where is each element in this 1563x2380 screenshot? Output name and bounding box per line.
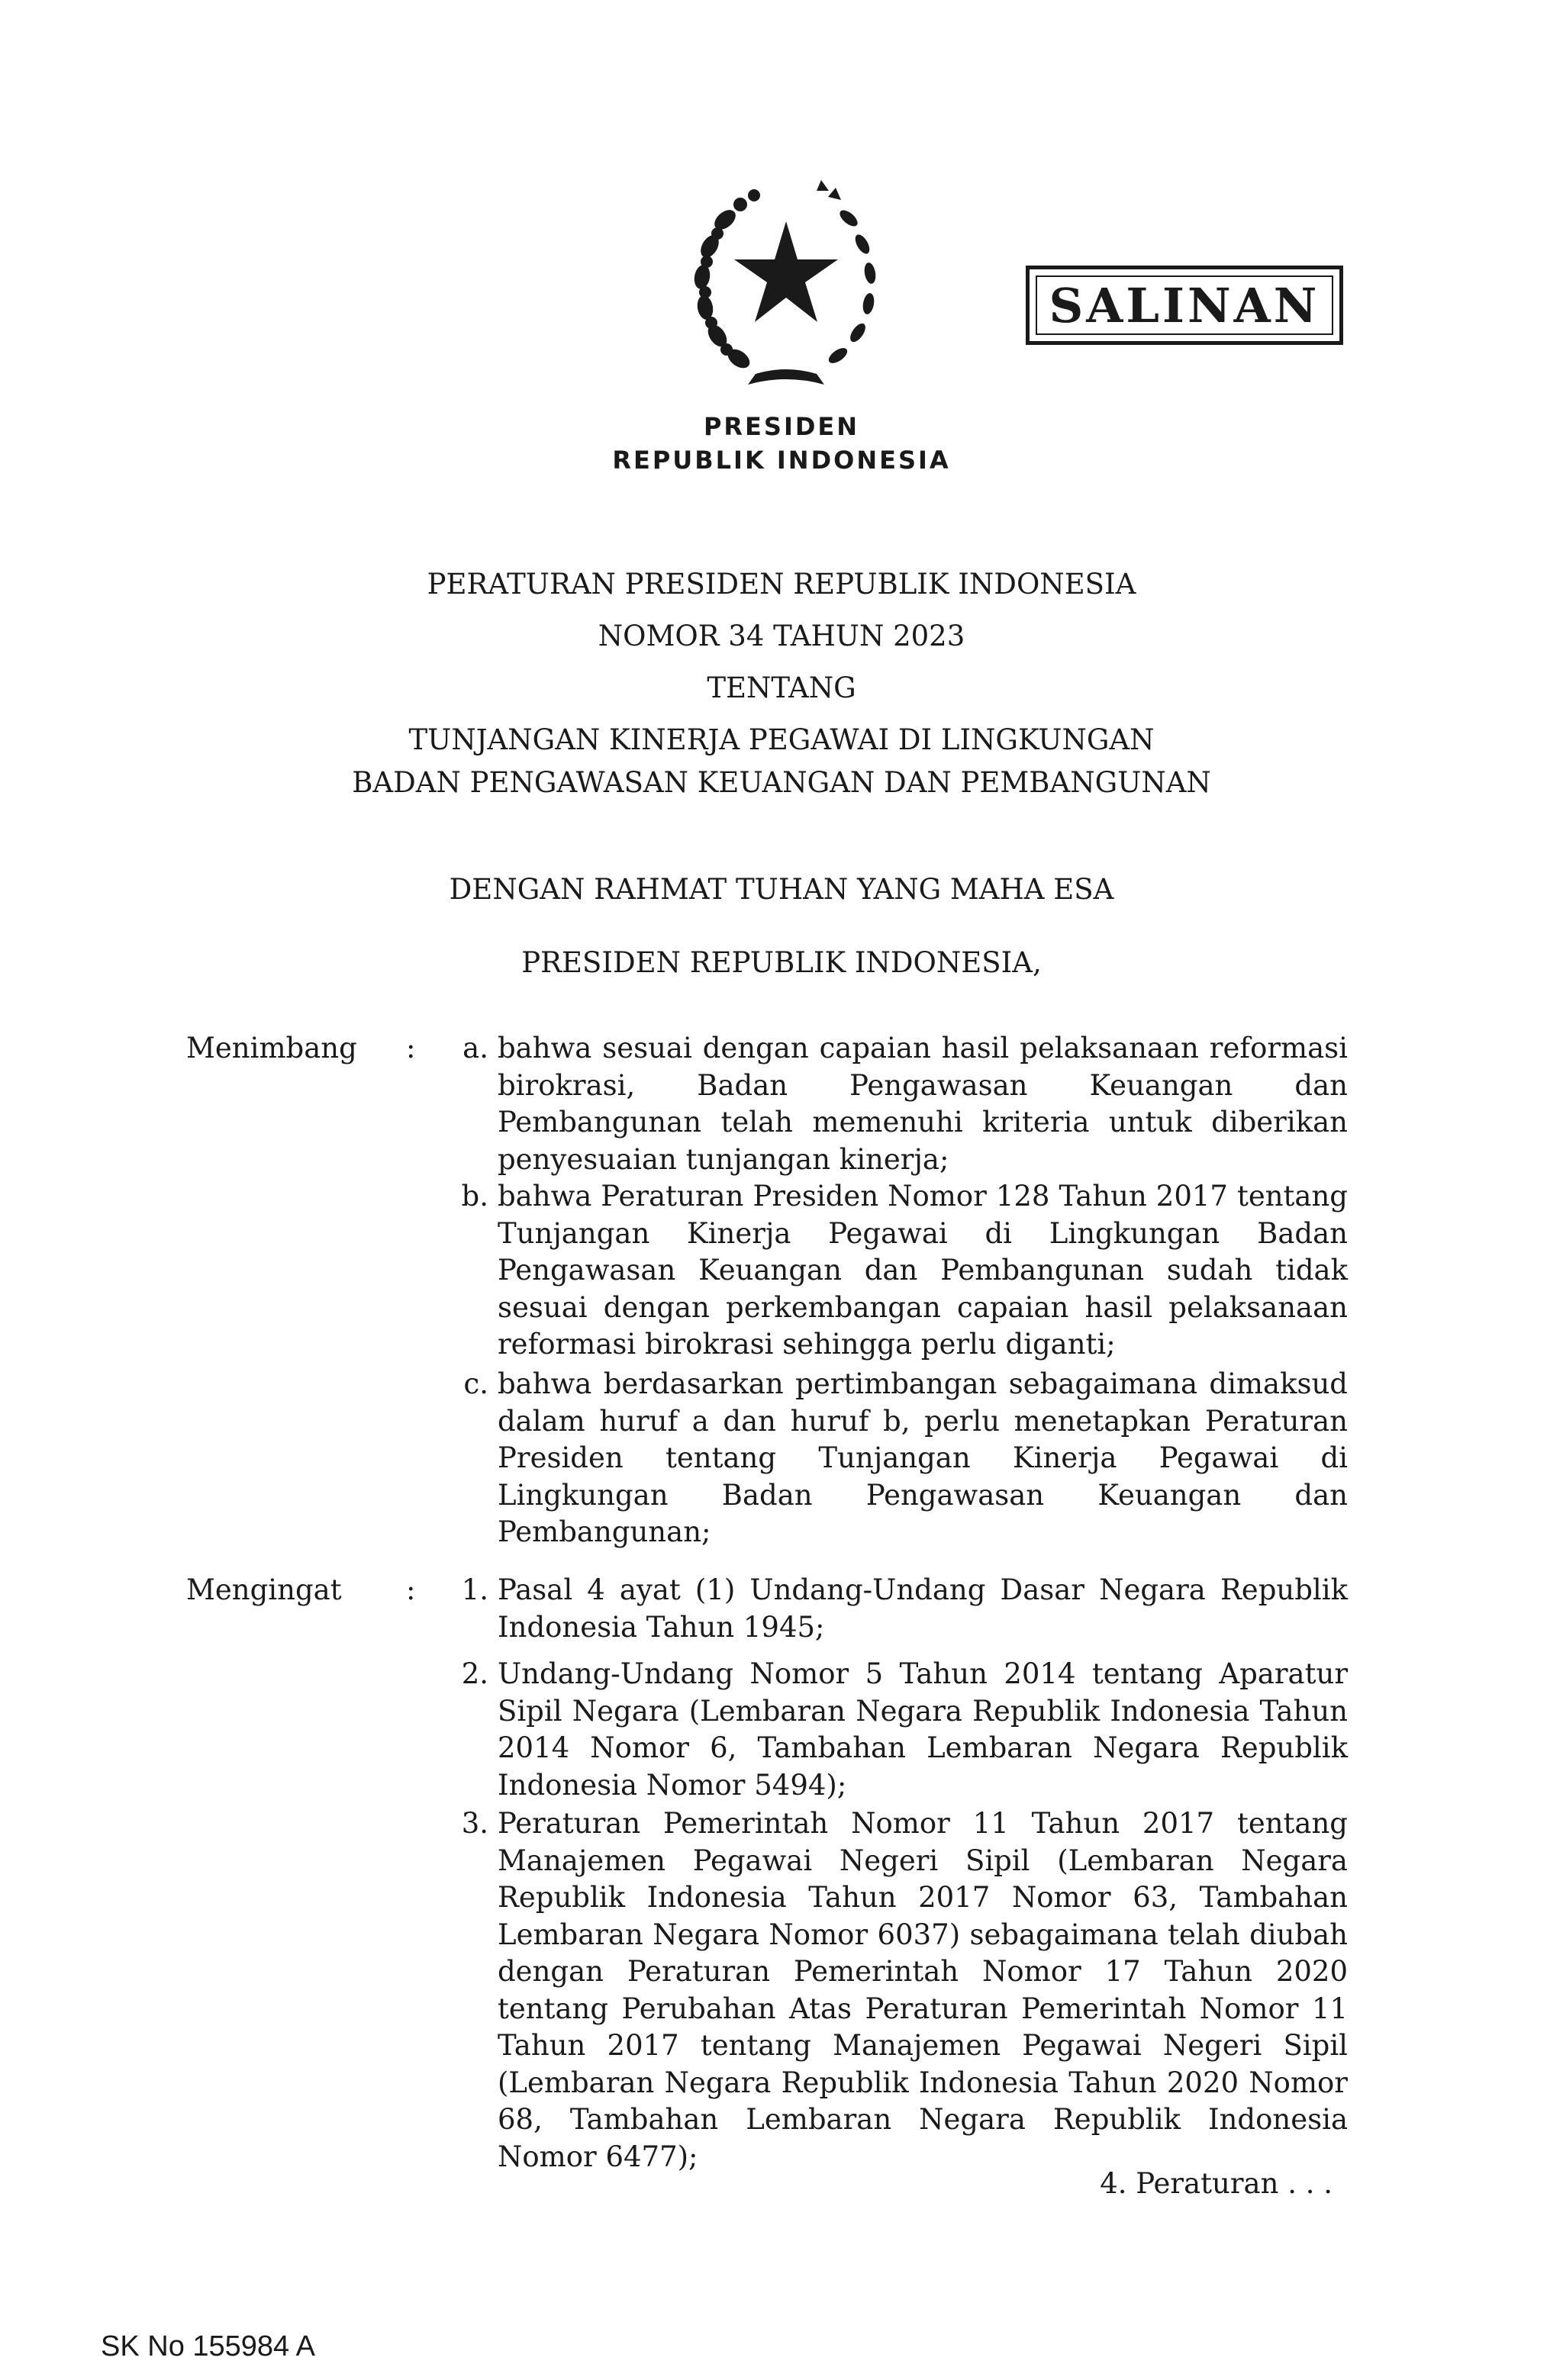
list-marker: b. (461, 1180, 488, 1213)
list-marker: 1. (461, 1573, 488, 1606)
invocation: DENGAN RAHMAT TUHAN YANG MAHA ESA (449, 873, 1114, 906)
regulation-title: PERATURAN PRESIDEN REPUBLIK INDONESIA (427, 568, 1136, 601)
salinan-stamp-text: SALINAN (1049, 277, 1320, 333)
list-item-text: bahwa sesuai dengan capaian hasil pelaksanaan reformasi birokrasi, Badan Pengawasan Keuangan dan Pembangunan telah memenuhi kriteria untuk diberikan penyesuaian tunjangan kinerja; (498, 1032, 1348, 1176)
office-line-1: PRESIDEN (703, 412, 860, 441)
issuer: PRESIDEN REPUBLIK INDONESIA, (521, 946, 1042, 979)
presidential-emblem-icon (672, 174, 901, 395)
list-item (427, 1366, 1348, 1551)
menimbang-colon: : (406, 1032, 416, 1064)
regulation-about: TENTANG (707, 671, 856, 704)
mengingat-label: Mengingat (186, 1573, 342, 1606)
list-item-text: Peraturan Pemerintah Nomor 11 Tahun 2017 tentang Manajemen Pegawai Negeri Sipil (Lembaran Negara Republik Indonesia Tahun 2017 Nomor 63, Tambahan Lembaran Negara Nomor 6037) sebagaimana telah diubah dengan Peraturan Pemerintah Nomor 17 Tahun 2020 tentang Perubahan Atas Peraturan Pemerintah Nomor 11 Tahun 2017 tentang Manajemen Pegawai Negeri Sipil (Lembaran Negara Republik Indonesia Tahun 2020 Nomor 68, Tambahan Lembaran Negara Republik Indonesia Nomor 6477); (498, 1807, 1348, 2173)
list-marker: 3. (461, 1807, 488, 1840)
office-line-2: REPUBLIK INDONESIA (612, 446, 951, 475)
mengingat-colon: : (406, 1573, 416, 1606)
list-item-text: bahwa Peraturan Presiden Nomor 128 Tahun 2017 tentang Tunjangan Kinerja Pegawai di Lingkungan Badan Pengawasan Keuangan dan Pembangunan sudah tidak sesuai dengan perkembangan capaian hasil pelaksanaan reformasi birokrasi sehingga perlu diganti; (498, 1180, 1348, 1361)
menimbang-label: Menimbang (186, 1032, 357, 1064)
regulation-subject-line-1: TUNJANGAN KINERJA PEGAWAI DI LINGKUNGAN (408, 723, 1155, 756)
regulation-number: NOMOR 34 TAHUN 2023 (598, 620, 965, 652)
list-item (427, 1805, 1348, 2175)
list-marker: 2. (461, 1657, 488, 1690)
list-item (427, 1030, 1348, 1178)
list-item (427, 1572, 1348, 1646)
list-item-text: Pasal 4 ayat (1) Undang-Undang Dasar Negara Republik Indonesia Tahun 1945; (498, 1573, 1348, 1644)
salinan-stamp (1026, 266, 1343, 345)
list-item (427, 1178, 1348, 1364)
regulation-subject-line-2: BADAN PENGAWASAN KEUANGAN DAN PEMBANGUNAN (352, 766, 1211, 799)
sk-number: SK No 155984 A (101, 2330, 315, 2362)
list-marker: a. (462, 1032, 488, 1064)
list-marker: c. (463, 1367, 488, 1400)
list-item (427, 1656, 1348, 1804)
continuation-marker: 4. Peraturan . . . (1100, 2167, 1333, 2200)
list-item-text: Undang-Undang Nomor 5 Tahun 2014 tentang Aparatur Sipil Negara (Lembaran Negara Republik Indonesia Tahun 2014 Nomor 6, Tambahan Lembaran Negara Republik Indonesia Nomor 5494); (498, 1657, 1348, 1802)
list-item-text: bahwa berdasarkan pertimbangan sebagaimana dimaksud dalam huruf a dan huruf b, perlu menetapkan Peraturan Presiden tentang Tunjangan Kinerja Pegawai di Lingkungan Badan Pengawasan Keuangan dan Pembangunan; (498, 1367, 1348, 1548)
